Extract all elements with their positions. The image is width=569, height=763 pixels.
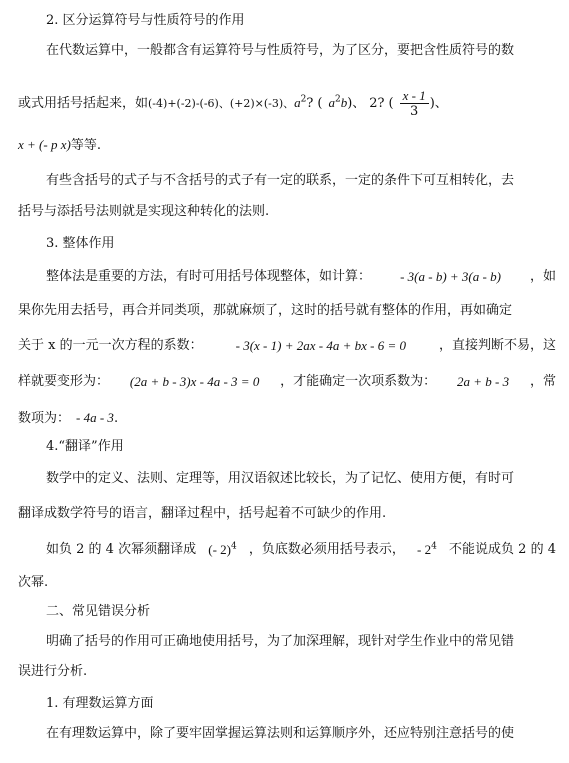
paren: (	[388, 96, 394, 111]
text-run: .	[113, 411, 119, 426]
text-run: ，才能确定一次项系数为：	[280, 374, 437, 389]
fraction	[400, 88, 429, 119]
text-run: 数项为：	[18, 411, 71, 426]
math-expression: - 4a - 3	[76, 410, 114, 425]
text-run: 不能说成负 2 的 4	[449, 542, 556, 557]
paragraph-line: 误进行分析.	[18, 664, 88, 679]
math-expression: - 3(x - 1) + 2ax - 4a + bx - 6 = 0	[235, 338, 406, 353]
paren: )、	[429, 96, 448, 111]
text-run: 2?	[369, 96, 385, 111]
text-run: 或式用括号括起来，如	[18, 96, 149, 111]
paragraph-line	[18, 337, 556, 355]
paragraph-line: 翻译成数学符号的语言，翻译过程中，括号起着不可缺少的作用.	[18, 506, 387, 521]
superscript: 2	[300, 94, 307, 105]
math-expression: 2a + b - 3	[457, 374, 510, 389]
text-run: 如负 2 的 4 次幂须翻译成	[46, 542, 197, 557]
paragraph-line: 有些含括号的式子与不含括号的式子有一定的联系，一定的条件下可互相转化，去	[46, 173, 515, 188]
text-run: 整体法是重要的方法，有时可用括号体现整体，如计算：	[46, 269, 372, 284]
fraction-denominator: 3	[410, 104, 419, 119]
fraction-numerator: x - 1	[400, 88, 429, 104]
text-run: ，直接判断不易，这	[438, 338, 556, 353]
paragraph-line	[18, 136, 556, 155]
text-run: 关于 x 的一元一次方程的系数：	[18, 338, 203, 353]
text-run: 样就要变形为：	[18, 374, 110, 389]
text-run: ，如	[529, 269, 556, 284]
math-expression: (-4)+(-2)-(-6)、(+2)×(-3)、	[148, 97, 295, 110]
math-var: a	[328, 95, 335, 110]
math-expression: x + (- p x)	[18, 137, 71, 152]
text-run: ?	[306, 96, 314, 111]
paragraph-line	[46, 541, 556, 560]
heading-section-4: 4.“翻译”作用	[46, 439, 124, 454]
heading-subsection-1: 1. 有理数运算方面	[46, 696, 154, 711]
math-expression: - 2	[417, 542, 432, 557]
superscript: 4	[230, 541, 237, 552]
paragraph-line: 括号与添括号法则就是实现这种转化的法则.	[18, 204, 270, 219]
paragraph-line	[46, 268, 556, 286]
paragraph-line: 在代数运算中，一般都含有运算符号与性质符号，为了区分，要把含性质符号的数	[46, 43, 515, 58]
heading-part-2: 二、常见错误分析	[46, 604, 151, 619]
paren: )、	[347, 96, 366, 111]
paragraph-line: 明确了括号的作用可正确地使用括号，为了加深理解，现针对学生作业中的常见错	[46, 634, 515, 649]
math-expression: (- 2)	[208, 542, 231, 557]
text-run: ，常	[529, 374, 556, 389]
math-var: a	[294, 95, 301, 110]
math-expression: (2a + b - 3)x - 4a - 3 = 0	[129, 374, 260, 389]
text-run: 等等.	[70, 138, 101, 153]
paragraph-line	[18, 373, 556, 391]
paragraph-line: 在有理数运算中，除了要牢固掌握运算法则和运算顺序外，还应特别注意括号的使	[46, 726, 515, 741]
heading-section-2: 2. 区分运算符号与性质符号的作用	[46, 13, 245, 28]
text-run: ，负底数必须用括号表示，	[248, 542, 405, 557]
paragraph-line	[18, 409, 556, 428]
superscript: 4	[431, 541, 437, 552]
paragraph-line-examples: 或式用括号括起来，如(-4)+(-2)-(-6)、(+2)×(-3)、$a^2$? ( $a^2b$)、 2? ( $\frac{x - 1}{3}$ )、	[18, 88, 448, 119]
math-expression: - 3(a - b) + 3(a - b)	[400, 269, 501, 284]
paragraph-line: 果你先用去括号，再合并同类项，那就麻烦了，这时的括号就有整体的作用，再如确定	[18, 303, 513, 318]
paren: (	[317, 96, 323, 111]
heading-section-3: 3. 整体作用	[46, 236, 115, 251]
paragraph-line: 次幂.	[18, 575, 49, 590]
paragraph-line: 数学中的定义、法则、定理等，用汉语叙述比较长，为了记忆、使用方便，有时可	[46, 471, 515, 486]
superscript: 2	[334, 94, 341, 105]
